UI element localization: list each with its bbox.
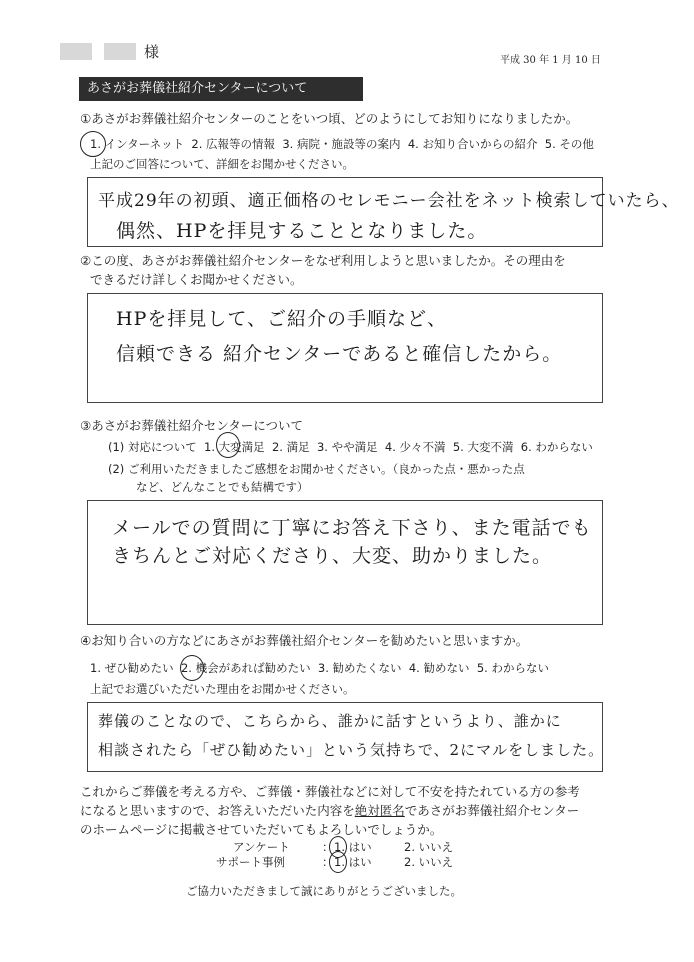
- consent-yes[interactable]: 1. はい: [334, 855, 372, 869]
- closing-text: [80, 803, 579, 819]
- redacted-name-block: [60, 43, 92, 60]
- q1-question: ①あさがお葬儀社紹介センターのことをいつ頃、どのようにしてお知りになりましたか。: [80, 111, 579, 126]
- consent-label: サポート事例: [216, 855, 285, 869]
- q4-answer-box[interactable]: [87, 702, 603, 772]
- q4-answer-line: 相談されたら「ぜひ勧めたい」という気持ちで、2にマルをしました。: [98, 741, 605, 759]
- q4-option[interactable]: 2. 機会があれば勧めたい: [180, 661, 311, 675]
- q1-option[interactable]: 4. お知り合いからの紹介: [407, 137, 538, 151]
- consent-yes[interactable]: 1. はい: [334, 840, 372, 854]
- selected-circle-mark: [180, 655, 204, 681]
- q2-question-cont: できるだけ詳しくお聞かせください。: [90, 272, 303, 287]
- q1-answer-box[interactable]: [87, 177, 680, 247]
- consent-colon: ：: [322, 855, 334, 869]
- q1-options: [90, 137, 594, 152]
- selected-circle-mark: [216, 432, 240, 458]
- date: 平成 30 年 1 月 10 日: [500, 55, 601, 66]
- q3-question: ③あさがお葬儀社紹介センターについて: [80, 418, 303, 433]
- q3-option[interactable]: 6. わからない: [520, 440, 593, 454]
- q4-option[interactable]: 4. 勧めない: [408, 661, 470, 675]
- q3-sub1-label: (1) 対応について: [108, 440, 197, 454]
- anonymous-emphasis: 絶対匿名: [354, 803, 405, 818]
- q3-sub2: (2) ご利用いただきましたご感想をお聞かせください。（良かった点・悪かった点: [108, 462, 525, 476]
- selected-circle-mark: [80, 131, 106, 157]
- section-title: あさがお葬儀社紹介センターについて: [79, 77, 363, 101]
- consent-colon: ：: [322, 840, 334, 854]
- consent-row-case: [216, 855, 285, 870]
- thanks-text: ご協力いただきまして誠にありがとうございました。: [186, 884, 462, 898]
- q3-option[interactable]: 4. 少々不満: [384, 440, 446, 454]
- consent-no[interactable]: 2. いいえ: [404, 855, 454, 869]
- consent-label: アンケート: [233, 840, 290, 854]
- q3-answer-line: メールでの質問に丁寧にお答え下さり、また電話でも: [112, 517, 592, 539]
- q3-sub2-cont: など、どんなことでも結構です）: [136, 480, 309, 494]
- q1-option[interactable]: 3. 病院・施設等の案内: [282, 137, 401, 151]
- q2-answer-line: 信頼できる 紹介センターであると確信したから。: [116, 343, 563, 365]
- q1-option[interactable]: 2. 広報等の情報: [191, 137, 276, 151]
- q4-answer-line: 葬儀のことなので、こちらから、誰かに話すというより、誰かに: [98, 712, 562, 730]
- q4-option[interactable]: 3. 勧めたくない: [317, 661, 402, 675]
- q1-option[interactable]: 1. インターネット: [90, 137, 185, 151]
- q2-answer-line: HPを拝見して、ご紹介の手順など、: [116, 308, 447, 330]
- consent-row-survey: [233, 840, 290, 855]
- q3-option[interactable]: 1. 大変満足: [204, 440, 265, 454]
- q4-followup: 上記でお選びいただいた理由をお聞かせください。: [90, 682, 355, 696]
- q1-option[interactable]: 5. その他: [544, 137, 594, 151]
- closing-text: のホームページに掲載させていただいてもよろしいでしょうか。: [80, 822, 443, 837]
- q3-sub1: [108, 440, 593, 455]
- q1-answer-line: 偶然、HPを拝見することとなりました。: [116, 220, 488, 242]
- q3-answer-line: きちんとご対応くださり、大変、助かりました。: [112, 545, 553, 567]
- q2-answer-box[interactable]: [87, 293, 603, 403]
- closing-text: これからご葬儀を考える方や、ご葬儀・葬儀社などに対して不安を持たれている方の参考: [80, 784, 580, 799]
- q2-question: ②この度、あさがお葬儀社紹介センターをなぜ利用しようと思いましたか。その理由を: [80, 253, 566, 268]
- q3-answer-box[interactable]: [87, 500, 603, 625]
- q1-answer-line: 平成29年の初頭、適正価格のセレモニー会社をネット検索していたら、: [98, 191, 680, 211]
- q4-option[interactable]: 5. わからない: [476, 661, 549, 675]
- q3-option[interactable]: 2. 満足: [271, 440, 310, 454]
- q4-question: ④お知り合いの方などにあさがお葬儀社紹介センターを勧めたいと思いますか。: [80, 633, 529, 648]
- selected-circle-mark: [329, 851, 347, 873]
- q3-option[interactable]: 3. やや満足: [316, 440, 378, 454]
- closing-text-part: になると思いますので、お答えいただいた内容を: [80, 803, 355, 818]
- q3-option[interactable]: 5. 大変不満: [452, 440, 514, 454]
- q4-option[interactable]: 1. ぜひ勧めたい: [90, 661, 174, 675]
- q4-options: [90, 661, 549, 676]
- honorific: 様: [144, 43, 160, 61]
- q1-followup: 上記のご回答について、詳細をお聞かせください。: [90, 157, 355, 171]
- consent-no[interactable]: 2. いいえ: [404, 840, 454, 854]
- redacted-name-block: [104, 43, 136, 60]
- closing-text-part: であさがお葬儀社紹介センター: [404, 803, 580, 818]
